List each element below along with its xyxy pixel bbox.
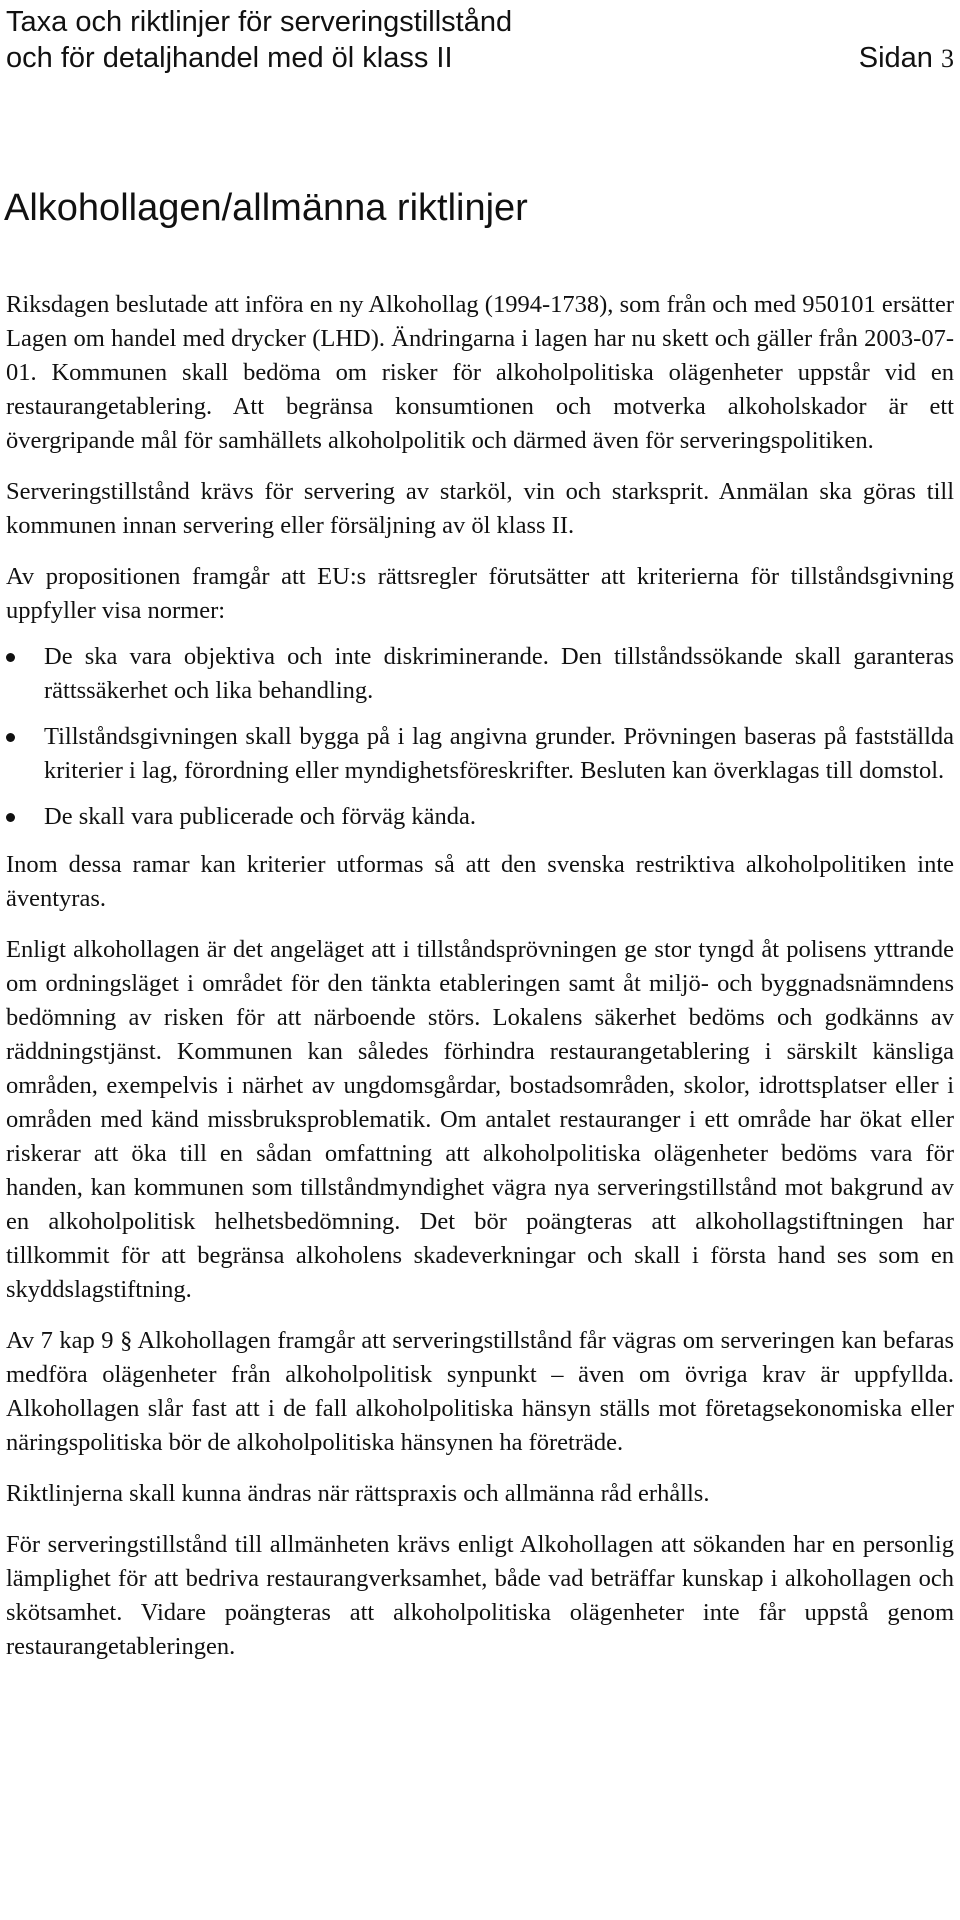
list-item-text: De ska vara objektiva och inte diskriminerande. Den tillståndssökande skall garanteras rättssäkerhet och lika behandling. (44, 643, 954, 704)
section-title: Alkohollagen/allmänna riktlinjer (4, 187, 528, 229)
page-label: Sidan (858, 42, 933, 74)
paragraph: Av 7 kap 9 § Alkohollagen framgår att serveringstillstånd får vägras om serveringen kan befaras medföra olägenheter från alkoholpolitisk synpunkt – även om övriga krav är uppfyllda. Alkohollagen slår fast att i de fall alkoholpolitiska hänsyn ställs mot företagsekonomiska eller näringspolitiska bör de alkoholpolitiska hänsynen ha företräde. (6, 1327, 954, 1456)
list-item (6, 640, 954, 708)
paragraph: Riksdagen beslutade att införa en ny Alkohollag (1994-1738), som från och med 950101 ersätter Lagen om handel med drycker (LHD). Ändringarna i lagen har nu skett och gäller från 2003-07-01. Kommunen skall bedöma om risker för alkoholpolitiska olägenheter uppstår vid en restaurangetablering. Att begränsa konsumtionen och motverka alkoholskador är ett övergripande mål för samhällets alkoholpolitik och därmed även för serveringspolitiken. (6, 291, 954, 454)
list-item-text: Tillståndsgivningen skall bygga på i lag angivna grunder. Prövningen baseras på fastställda kriterier i lag, förordning eller myndighetsföreskrifter. Besluten kan överklagas till domstol. (44, 723, 954, 784)
header-title-line-1: Taxa och riktlinjer för serveringstillstånd (6, 6, 513, 38)
paragraph: Riktlinjerna skall kunna ändras när rättspraxis och allmänna råd erhålls. (6, 1480, 710, 1507)
bullet-icon (6, 813, 15, 822)
bullet-icon (6, 733, 15, 742)
page-header (6, 4, 954, 77)
header-title-line-2: och för detaljhandel med öl klass II (6, 42, 453, 74)
page-number-value: 3 (941, 44, 954, 73)
page-number (859, 40, 954, 77)
criteria-list (6, 640, 954, 834)
paragraph: Av propositionen framgår att EU:s rättsregler förutsätter att kriterierna för tillståndsgivning uppfyller visa normer: (6, 563, 954, 624)
paragraph: Enligt alkohollagen är det angeläget att i tillståndsprövningen ge stor tyngd åt polisens yttrande om ordningsläget i området för den tänkta etableringen samt åt miljö- och byggnadsnämndens bedömning av risken för att närboende störs. Lokalens säkerhet bedöms och godkänns av räddningstjänst. Kommunen kan således förhindra restaurangetablering i särskilt känsliga områden, exempelvis i närhet av ungdomsgårdar, bostadsområden, skolor, idrottsplatser eller i områden med känd missbruksproblematik. Om antalet restauranger i ett område har ökat eller riskerar att öka till en sådan omfattning att alkoholpolitiska olägenheter bedöms vara för handen, kan kommunen som tillståndmyndighet vägra nya serveringstillstånd mot bakgrund av en alkoholpolitisk helhetsbedömning. Det bör poängteras att alkohollagstiftningen har tillkommit för att begränsa alkoholens skadeverkningar och skall i första hand ses som en skyddslagstiftning. (6, 936, 954, 1303)
paragraph: Inom dessa ramar kan kriterier utformas så att den svenska restriktiva alkoholpolitiken inte äventyras. (6, 851, 954, 912)
list-item (6, 720, 954, 788)
list-item-text: De skall vara publicerade och förväg kända. (44, 803, 476, 830)
paragraph: Serveringstillstånd krävs för servering av starköl, vin och starksprit. Anmälan ska göras till kommunen innan servering eller försäljning av öl klass II. (6, 478, 954, 539)
document-body (6, 288, 954, 1681)
bullet-icon (6, 653, 15, 662)
paragraph: För serveringstillstånd till allmänheten krävs enligt Alkohollagen att sökanden har en personlig lämplighet för att bedriva restaurangverksamhet, både vad beträffar kunskap i alkohollagen och skötsamhet. Vidare poängteras att alkoholpolitiska olägenheter inte får uppstå genom restaurangetableringen. (6, 1531, 954, 1660)
list-item (6, 800, 954, 834)
